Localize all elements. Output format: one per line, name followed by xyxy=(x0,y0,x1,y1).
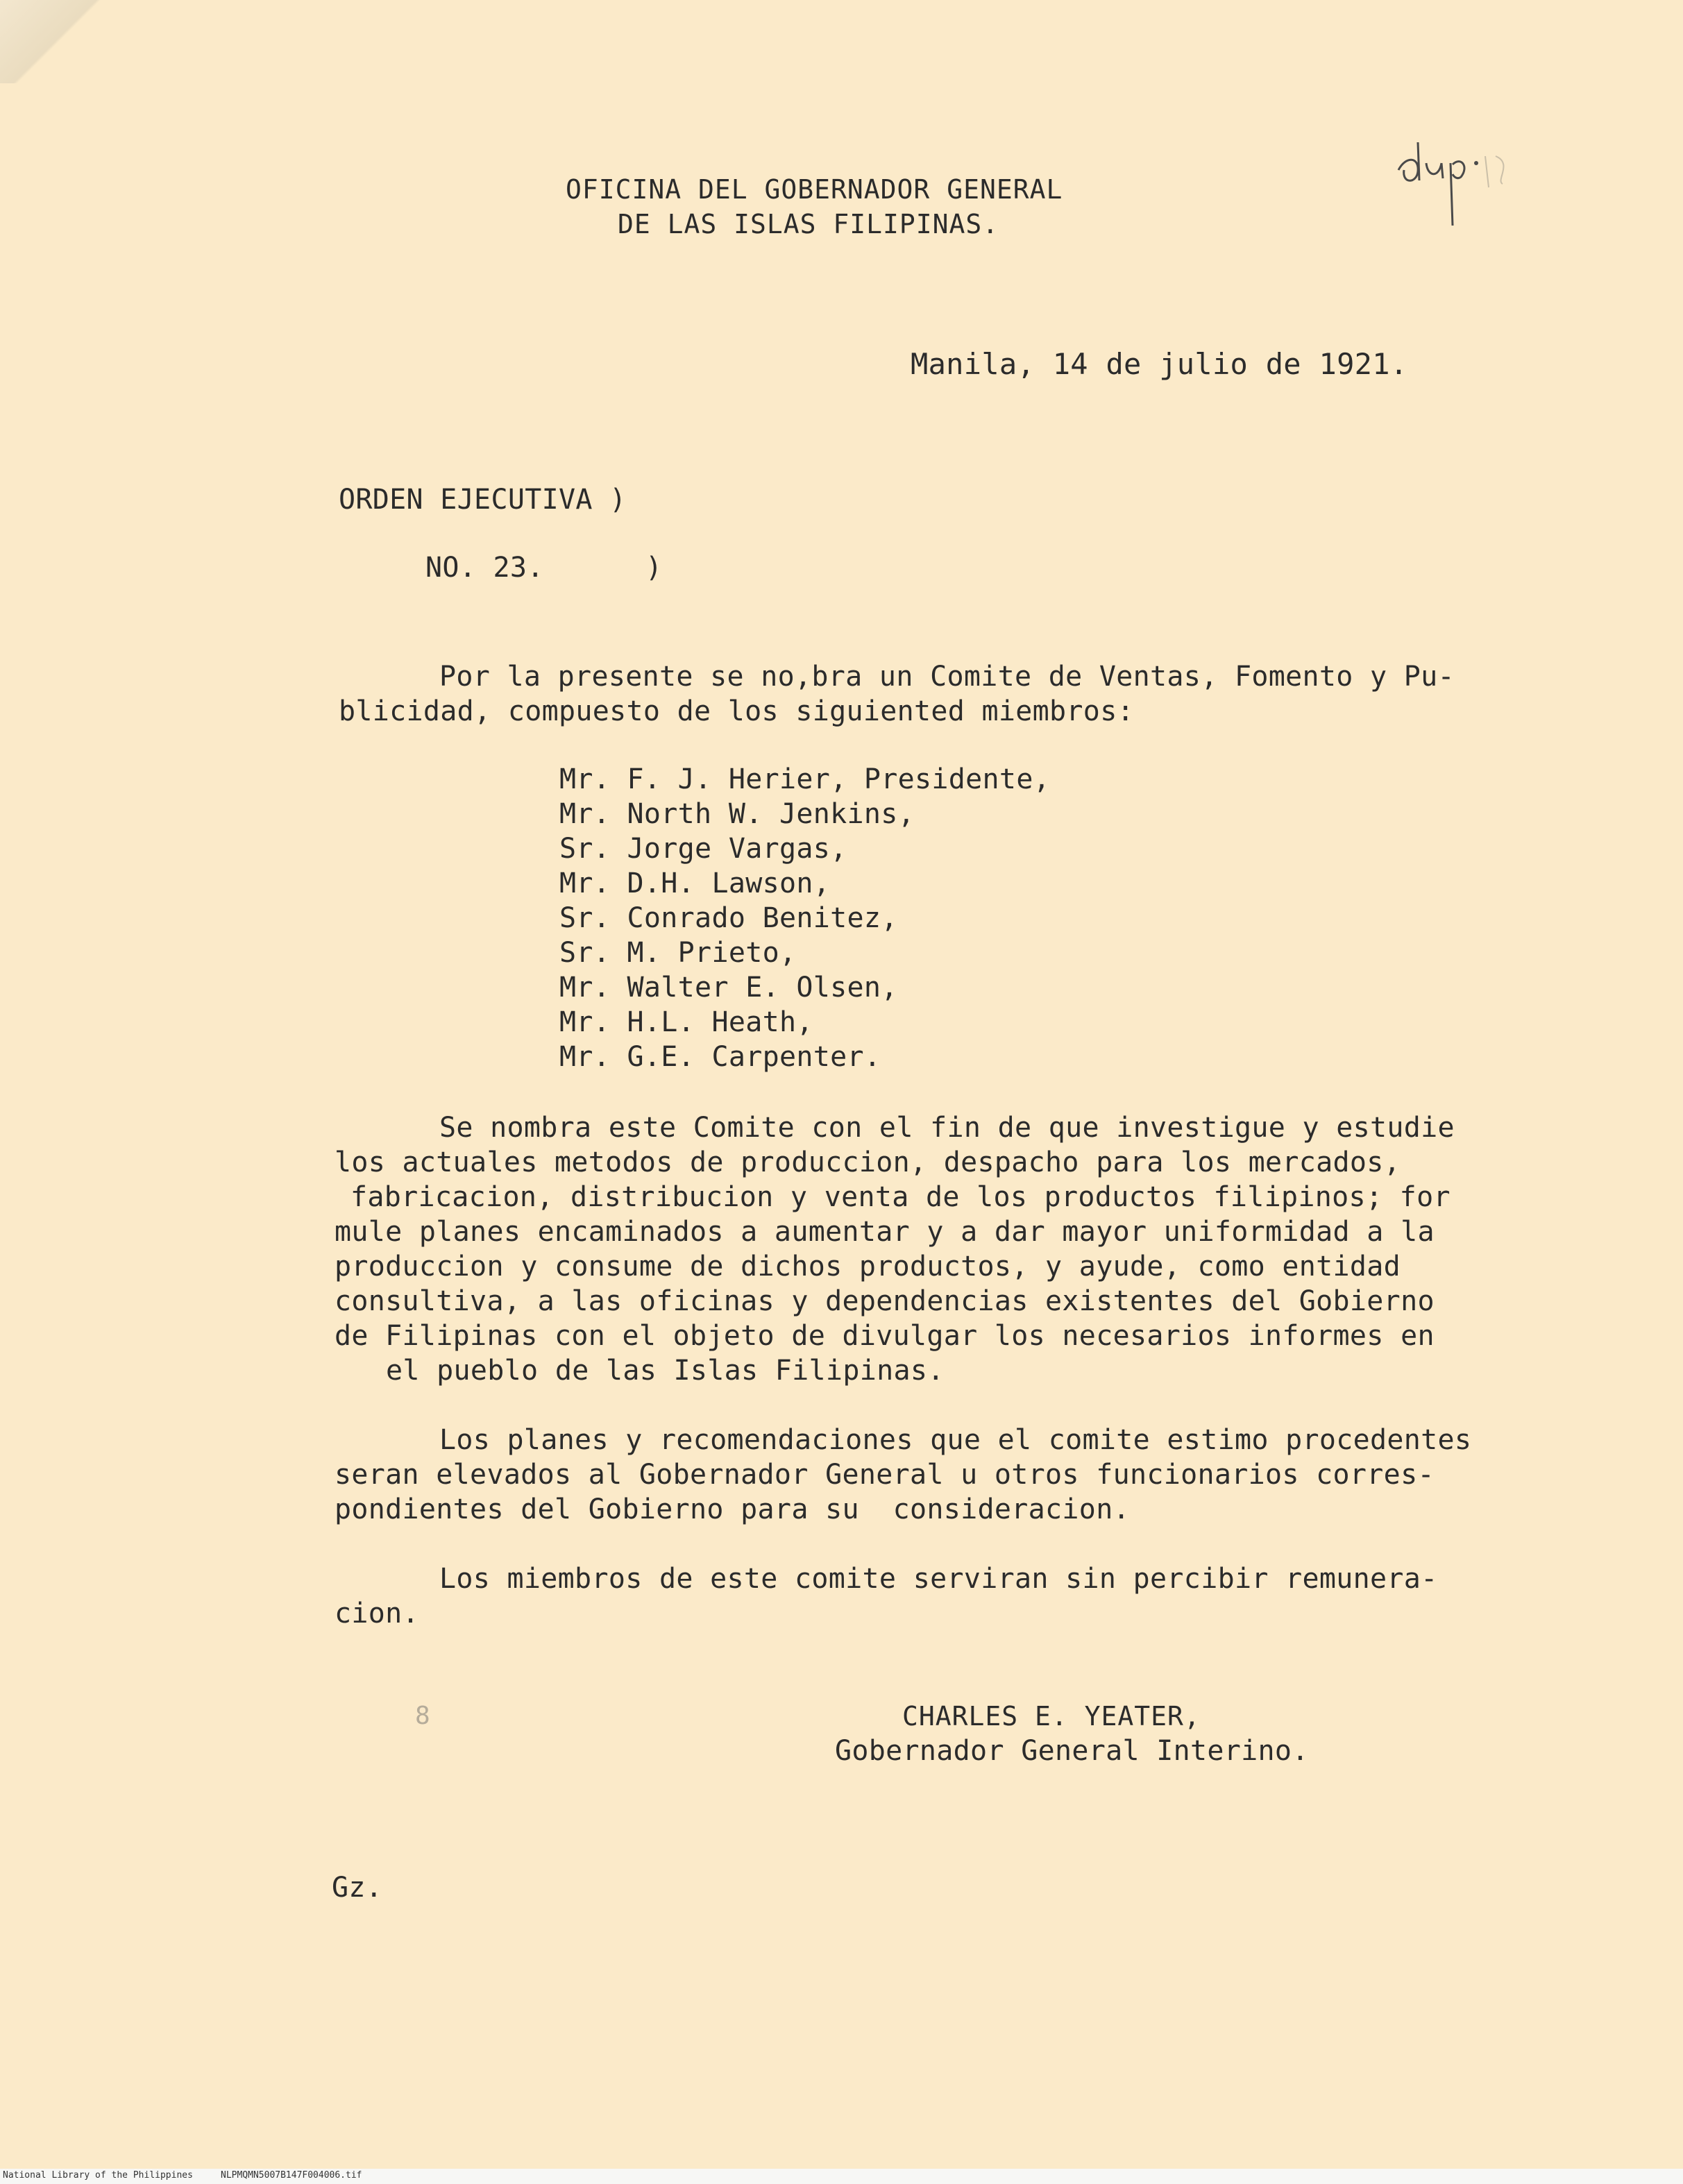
folded-corner xyxy=(0,0,118,83)
member-item: Mr. North W. Jenkins, xyxy=(559,798,915,830)
paragraph-2-line: Se nombra este Comite con el fin de que investigue y estudie xyxy=(439,1112,1455,1144)
signature-name: CHARLES E. YEATER, xyxy=(902,1701,1201,1732)
member-item: Mr. Walter E. Olsen, xyxy=(559,972,898,1004)
paragraph-4-line: Los miembros de este comite serviran sin percibir remunera- xyxy=(439,1563,1438,1595)
member-item: Mr. H.L. Heath, xyxy=(559,1006,813,1038)
member-item: Sr. M. Prieto, xyxy=(559,937,797,969)
signature-title: Gobernador General Interino. xyxy=(835,1735,1309,1767)
paragraph-3-line: Los planes y recomendaciones que el comite estimo procedentes xyxy=(439,1424,1472,1456)
paragraph-2-line: los actuales metodos de produccion, despacho para los mercados, xyxy=(335,1146,1401,1178)
footer-left: National Library of the Philippines xyxy=(3,2170,193,2181)
member-item: Mr. D.H. Lawson, xyxy=(559,867,831,899)
paragraph-4-line: cion. xyxy=(335,1598,419,1629)
member-item: Sr. Conrado Benitez, xyxy=(559,902,898,934)
order-number: NO. 23. ) xyxy=(425,552,663,584)
date-line: Manila, 14 de julio de 1921. xyxy=(911,347,1408,381)
intro-line-2: blicidad, compuesto de los siguiented miembros: xyxy=(339,695,1134,727)
intro-line-1: Por la presente se no,bra un Comite de Ventas, Fomento y Pu- xyxy=(439,661,1455,693)
paragraph-2-line: mule planes encaminados a aumentar y a dar mayor uniformidad a la xyxy=(335,1216,1435,1248)
paragraph-3-line: pondientes del Gobierno para su consideracion. xyxy=(335,1493,1130,1525)
initials: Gz. xyxy=(332,1872,383,1904)
header-line-2: DE LAS ISLAS FILIPINAS. xyxy=(618,209,999,239)
faint-mark: 8 xyxy=(415,1702,430,1730)
header-line-1: OFICINA DEL GOBERNADOR GENERAL xyxy=(566,174,1063,205)
member-item: Sr. Jorge Vargas, xyxy=(559,833,847,865)
paragraph-2-line: fabricacion, distribucion y venta de los productos filipinos; for xyxy=(350,1181,1451,1213)
member-item: Mr. G.E. Carpenter. xyxy=(559,1041,881,1073)
footer-bar xyxy=(0,2169,1683,2184)
footer-right: NLPMQMN5007B147F004006.tif xyxy=(221,2170,362,2181)
paragraph-2-line: de Filipinas con el objeto de divulgar los necesarios informes en xyxy=(335,1320,1435,1352)
order-label: ORDEN EJECUTIVA ) xyxy=(339,484,627,516)
paragraph-3-line: seran elevados al Gobernador General u otros funcionarios corres- xyxy=(335,1459,1435,1491)
paragraph-2-line: consultiva, a las oficinas y dependencias existentes del Gobierno xyxy=(335,1285,1435,1317)
member-item: Mr. F. J. Herier, Presidente, xyxy=(559,763,1051,795)
paragraph-2-line: produccion y consume de dichos productos, y ayude, como entidad xyxy=(335,1251,1401,1283)
handwritten-annotation xyxy=(1392,128,1523,226)
paragraph-2-line: el pueblo de las Islas Filipinas. xyxy=(386,1355,945,1387)
